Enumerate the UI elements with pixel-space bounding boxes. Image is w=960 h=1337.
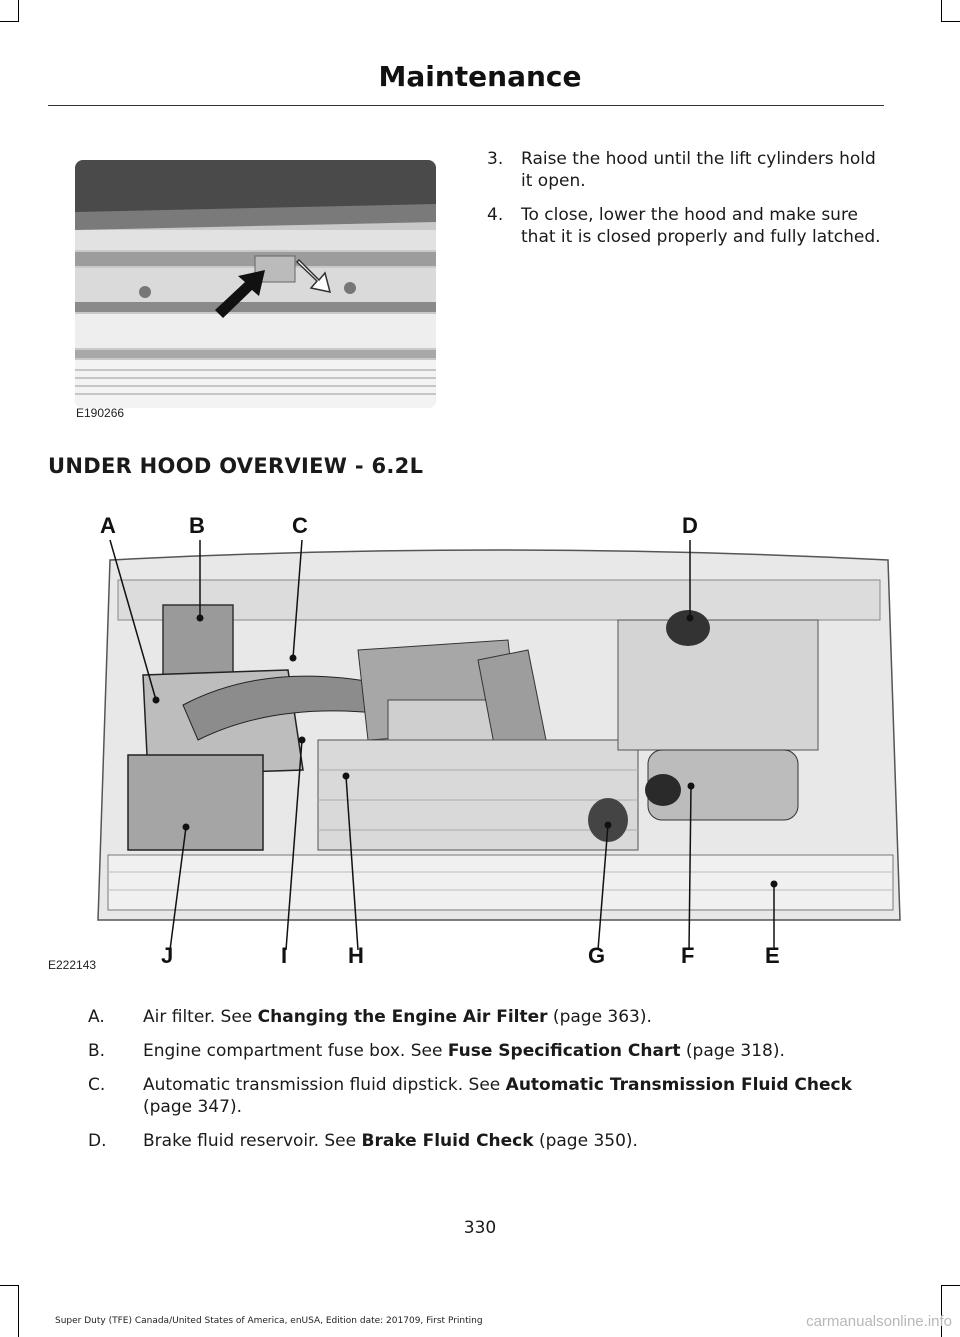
callout-h: H (348, 943, 364, 968)
callout-a: A (100, 513, 116, 538)
crop-mark-bottom-left-v (18, 1285, 19, 1337)
step-text: Raise the hood until the lift cylinders hold it open. (521, 149, 876, 191)
crop-mark-bottom-right-h (942, 1285, 960, 1286)
step-4 (487, 204, 887, 248)
section-heading: UNDER HOOD OVERVIEW - 6.2L (48, 454, 424, 478)
header-divider (48, 105, 884, 106)
legend-key: C. (88, 1075, 106, 1095)
callout-g: G (588, 943, 606, 968)
hood-latch-illustration (75, 160, 436, 408)
callout-j: J (161, 943, 174, 968)
legend-key: D. (88, 1131, 107, 1151)
crop-mark-bottom-left-h (0, 1285, 18, 1286)
legend-item-a (88, 1006, 878, 1028)
legend-text: Engine compartment fuse box. See Fuse Specification Chart (page 318). (143, 1041, 785, 1061)
page-number: 330 (463, 1218, 497, 1238)
legend-text: Brake fluid reservoir. See Brake Fluid Check (page 350). (143, 1131, 638, 1151)
engine-figure-code: E222143 (48, 958, 97, 972)
callout-f: F (681, 943, 695, 968)
hood-figure-code: E190266 (76, 406, 125, 420)
crop-mark-top-left-v (18, 0, 19, 22)
callout-d: D (682, 513, 698, 538)
step-text: To close, lower the hood and make sure that it is closed properly and fully latched. (521, 205, 881, 247)
page-title: Maintenance (378, 60, 582, 93)
hood-latch-figure (75, 160, 436, 408)
step-list (487, 148, 887, 260)
legend-item-c (88, 1074, 878, 1118)
legend-item-d (88, 1130, 878, 1152)
step-number: 3. (487, 149, 504, 169)
callout-b: B (189, 513, 205, 538)
callout-c: C (292, 513, 308, 538)
step-number: 4. (487, 205, 504, 225)
legend-text: Air filter. See Changing the Engine Air Filter (page 363). (143, 1007, 652, 1027)
callout-i: I (281, 943, 288, 968)
cross-reference-link[interactable]: Automatic Transmission Fluid Check (505, 1075, 852, 1095)
legend-item-b (88, 1040, 878, 1062)
legend-text: Automatic transmission fluid dipstick. See Automatic Transmission Fluid Check (page 347). (143, 1075, 852, 1117)
watermark: carmanualsonline.info (806, 1313, 952, 1330)
cross-reference-link[interactable]: Fuse Specification Chart (447, 1041, 681, 1061)
crop-mark-top-right-v (941, 0, 942, 22)
cross-reference-link[interactable]: Brake Fluid Check (361, 1131, 534, 1151)
step-3 (487, 148, 887, 192)
legend-key: A. (88, 1007, 105, 1027)
cross-reference-link[interactable]: Changing the Engine Air Filter (257, 1007, 548, 1027)
callout-e: E (765, 943, 780, 968)
crop-mark-top-left-h (0, 21, 18, 22)
edition-footer: Super Duty (TFE) Canada/United States of America, enUSA, Edition date: 201709, First Printing (55, 1316, 483, 1326)
engine-bay-illustration (88, 500, 910, 970)
crop-mark-top-right-h (942, 21, 960, 22)
legend-key: B. (88, 1041, 106, 1061)
engine-bay-figure (88, 500, 910, 970)
component-legend (88, 1006, 878, 1164)
